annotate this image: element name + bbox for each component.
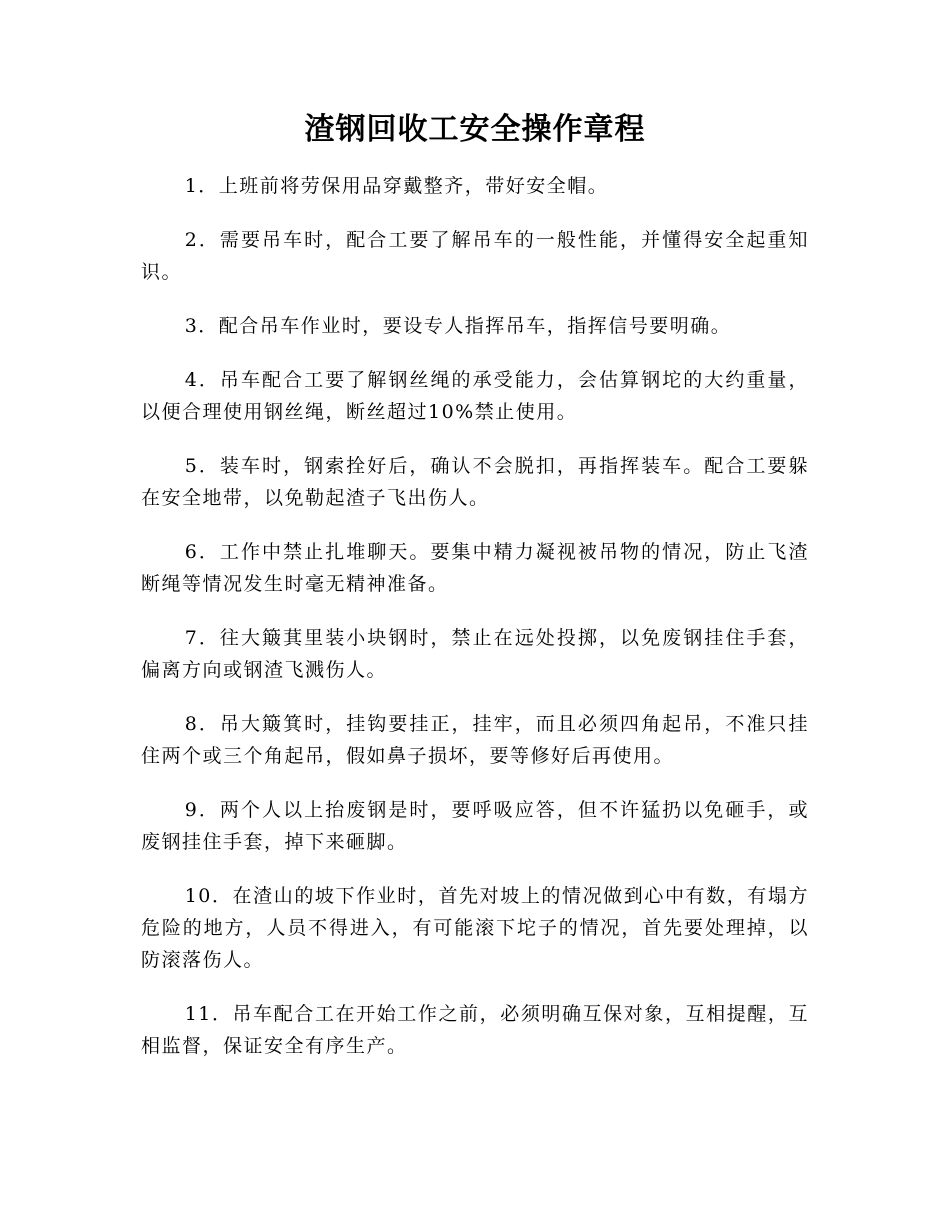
rule-5: 5．装车时，钢索拴好后，确认不会脱扣，再指挥装车。配合工要躲在安全地带，以免勒起渣子飞出伤人。	[141, 455, 809, 509]
rule-9: 9．两个人以上抬废钢是时，要呼吸应答，但不许猛扔以免砸手，或废钢挂住手套，掉下来砸脚。	[141, 799, 809, 853]
rule-6: 6．工作中禁止扎堆聊天。要集中精力凝视被吊物的情况，防止飞渣断绳等情况发生时毫无精神准备。	[141, 541, 809, 595]
rule-2: 2．需要吊车时，配合工要了解吊车的一般性能，并懂得安全起重知识。	[141, 229, 809, 283]
rule-11: 11．吊车配合工在开始工作之前，必须明确互保对象，互相提醒，互相监督，保证安全有序生产。	[141, 1003, 809, 1057]
rule-3: 3．配合吊车作业时，要设专人指挥吊车，指挥信号要明确。	[184, 315, 732, 337]
rule-7: 7．往大簸萁里装小块钢时，禁止在远处投掷，以免废钢挂住手套，偏离方向或钢渣飞溅伤人。	[141, 627, 809, 681]
document-body	[141, 170, 809, 1084]
document-title: 渣钢回收工安全操作章程	[304, 112, 646, 147]
rule-1: 1．上班前将劳保用品穿戴整齐，带好安全帽。	[184, 175, 609, 197]
rule-10: 10．在渣山的坡下作业时，首先对坡上的情况做到心中有数，有塌方危险的地方，人员不得进入，有可能滚下坨子的情况，首先要处理掉，以防滚落伤人。	[141, 885, 809, 971]
rule-8: 8．吊大簸箕时，挂钩要挂正，挂牢，而且必须四角起吊，不准只挂住两个或三个角起吊，假如鼻子损坏，要等修好后再使用。	[141, 713, 809, 767]
rule-4: 4．吊车配合工要了解钢丝绳的承受能力，会估算钢坨的大约重量，以便合理使用钢丝绳，断丝超过10%禁止使用。	[141, 369, 809, 423]
